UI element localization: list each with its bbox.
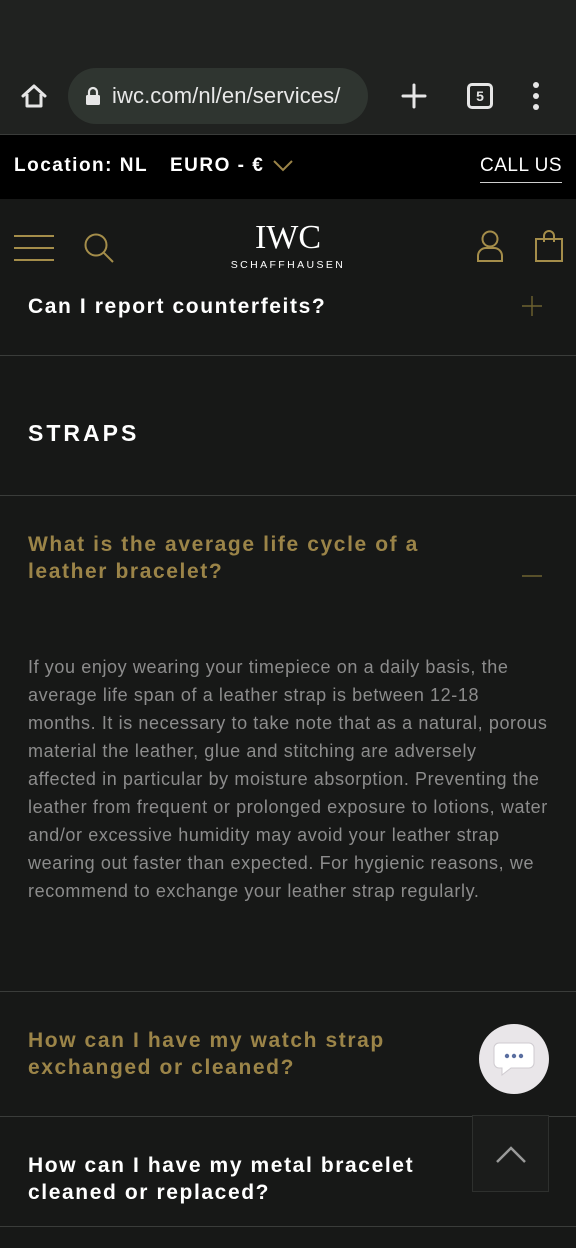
- faq-content: [0, 289, 576, 1248]
- logo-mark: IWC: [254, 219, 322, 256]
- faq-question: What is the average life cycle of a leather bracelet?: [28, 533, 419, 583]
- plus-icon[interactable]: [522, 296, 542, 316]
- tab-switcher-button[interactable]: [464, 80, 496, 112]
- home-icon[interactable]: [14, 76, 54, 116]
- section-straps: [0, 356, 576, 496]
- more-vert-icon[interactable]: [520, 76, 552, 116]
- logo-subtitle: SCHAFFHAUSEN: [230, 259, 346, 271]
- status-bar: [0, 0, 576, 60]
- minus-icon[interactable]: [522, 566, 542, 586]
- faq-answer: If you enjoy wearing your timepiece on a daily basis, the average life span of a leather strap is between 12-18 months. It is necessary to take note that as a natural, porous material the leather, glue and stitching are adversely affected in particular by moisture absorption. Preventing the leather from frequent or prolonged exposure to lotions, water and/or excessive humidity may avoid your leather strap wearing out faster than expected. For hygienic reasons, we recommend to exchange your leather strap regularly.: [28, 657, 548, 901]
- call-us-link[interactable]: CALL US: [480, 155, 562, 183]
- faq-question: Can I report counterfeits?: [28, 295, 327, 318]
- faq-item-counterfeits[interactable]: [0, 289, 576, 356]
- plus-icon: [401, 83, 427, 109]
- location-label: Location: NL: [14, 155, 149, 176]
- section-title: STRAPS: [28, 420, 140, 446]
- user-icon[interactable]: [474, 229, 506, 263]
- site-header: [0, 199, 576, 289]
- tab-count: 5: [476, 88, 484, 104]
- location-bar: [0, 135, 576, 199]
- scroll-to-top-button[interactable]: [472, 1115, 549, 1192]
- chat-icon: [491, 1039, 537, 1079]
- chat-button[interactable]: [479, 1024, 549, 1094]
- faq-item-leather-life-cycle[interactable]: [0, 496, 576, 992]
- shopping-bag-icon[interactable]: [533, 229, 565, 263]
- new-tab-button[interactable]: [394, 76, 434, 116]
- chevron-up-icon: [495, 1144, 527, 1164]
- tabs-icon: [467, 83, 493, 109]
- currency-label: EURO - €: [170, 155, 265, 176]
- currency-selector[interactable]: [170, 155, 294, 177]
- lock-icon: [82, 85, 104, 107]
- url-text: iwc.com/nl/en/services/: [112, 83, 341, 108]
- address-bar[interactable]: [68, 68, 368, 124]
- faq-question: How can I have my watch strap exchanged or cleaned?: [28, 1029, 385, 1079]
- browser-toolbar: [0, 60, 576, 135]
- faq-question: How can I have my metal bracelet cleaned or replaced?: [28, 1154, 415, 1204]
- chevron-down-icon: [272, 159, 294, 173]
